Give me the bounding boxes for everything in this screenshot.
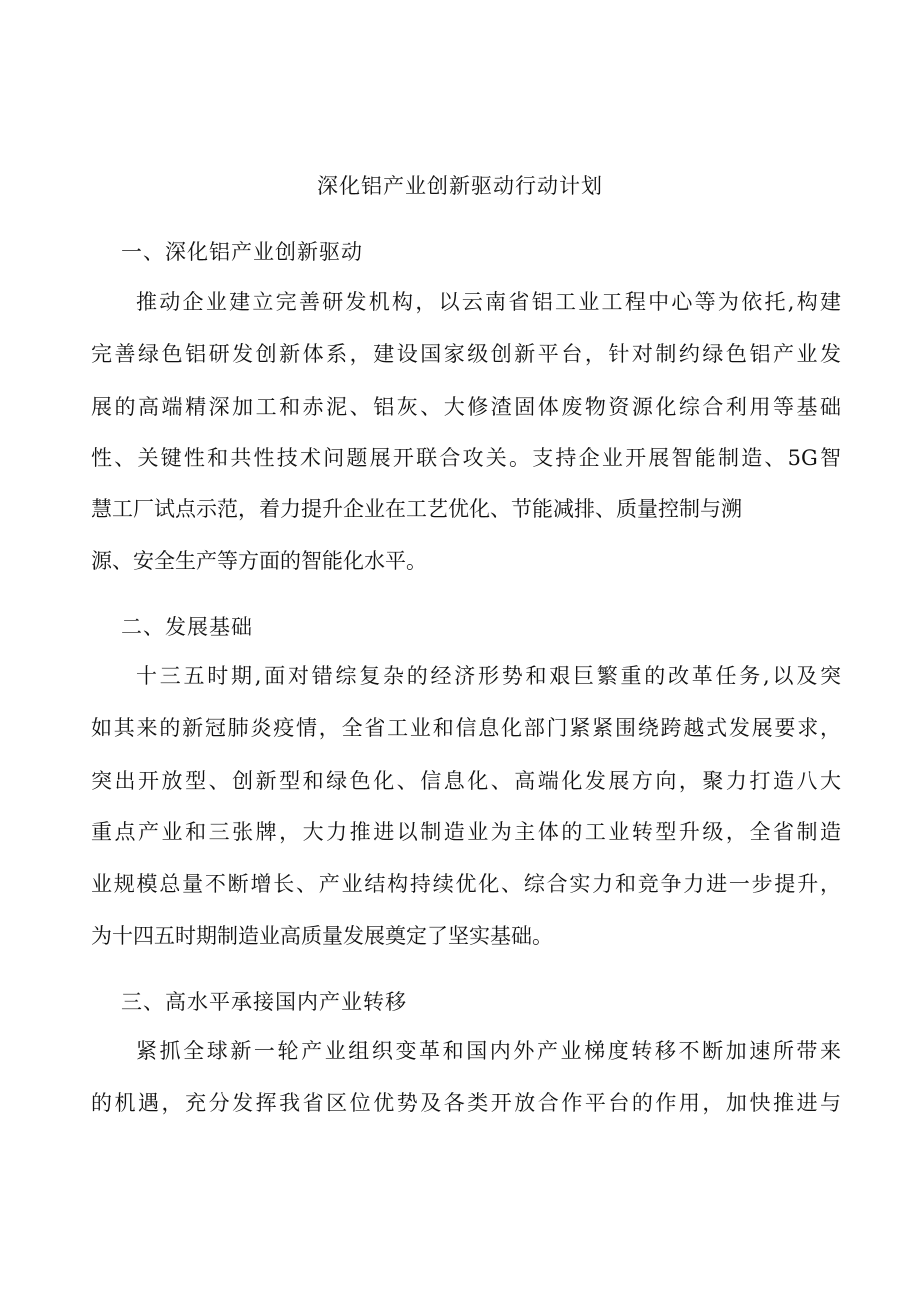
section-1-line-5: 慧工厂试点示范，着力提升企业在工艺优化、节能减排、质量控制与溯: [91, 497, 742, 521]
section-2-line-3: 突出开放型、创新型和绿色化、信息化、高端化发展方向，聚力打造八大: [91, 769, 841, 793]
section-1-line-4: 性、关键性和共性技术问题展开联合攻关。支持企业开展智能制造、5G智: [91, 446, 841, 470]
document-title: 深化铝产业创新驱动行动计划: [317, 174, 603, 198]
section-2-line-5: 业规模总量不断增长、产业结构持续优化、综合实力和竞争力进一步提升，: [91, 872, 841, 896]
section-3-line-2: 的机遇，充分发挥我省区位优势及各类开放合作平台的作用，加快推进与: [91, 1091, 841, 1115]
section-1-line-3: 展的高端精深加工和赤泥、铝灰、大修渣固体废物资源化综合利用等基础: [91, 395, 841, 419]
section-3-line-1: 紧抓全球新一轮产业组织变革和国内外产业梯度转移不断加速所带来: [136, 1039, 841, 1063]
section-2-line-2: 如其来的新冠肺炎疫情，全省工业和信息化部门紧紧围绕跨越式发展要求，: [91, 716, 841, 740]
section-1-line-2: 完善绿色铝研发创新体系，建设国家级创新平台，针对制约绿色铝产业发: [91, 342, 841, 366]
section-2-line-6: 为十四五时期制造业高质量发展奠定了坚实基础。: [91, 924, 553, 948]
section-3-heading: 三、高水平承接国内产业转移: [121, 990, 407, 1014]
section-1-heading: 一、深化铝产业创新驱动: [121, 240, 363, 264]
section-2-line-1: 十三五时期,面对错综复杂的经济形势和艰巨繁重的改革任务,以及突: [136, 664, 841, 688]
section-1-line-1: 推动企业建立完善研发机构，以云南省铝工业工程中心等为依托,构建: [136, 290, 841, 314]
section-1-line-6: 源、安全生产等方面的智能化水平。: [91, 549, 427, 573]
section-2-heading: 二、发展基础: [121, 615, 253, 639]
section-2-line-4: 重点产业和三张牌，大力推进以制造业为主体的工业转型升级，全省制造: [91, 820, 841, 844]
